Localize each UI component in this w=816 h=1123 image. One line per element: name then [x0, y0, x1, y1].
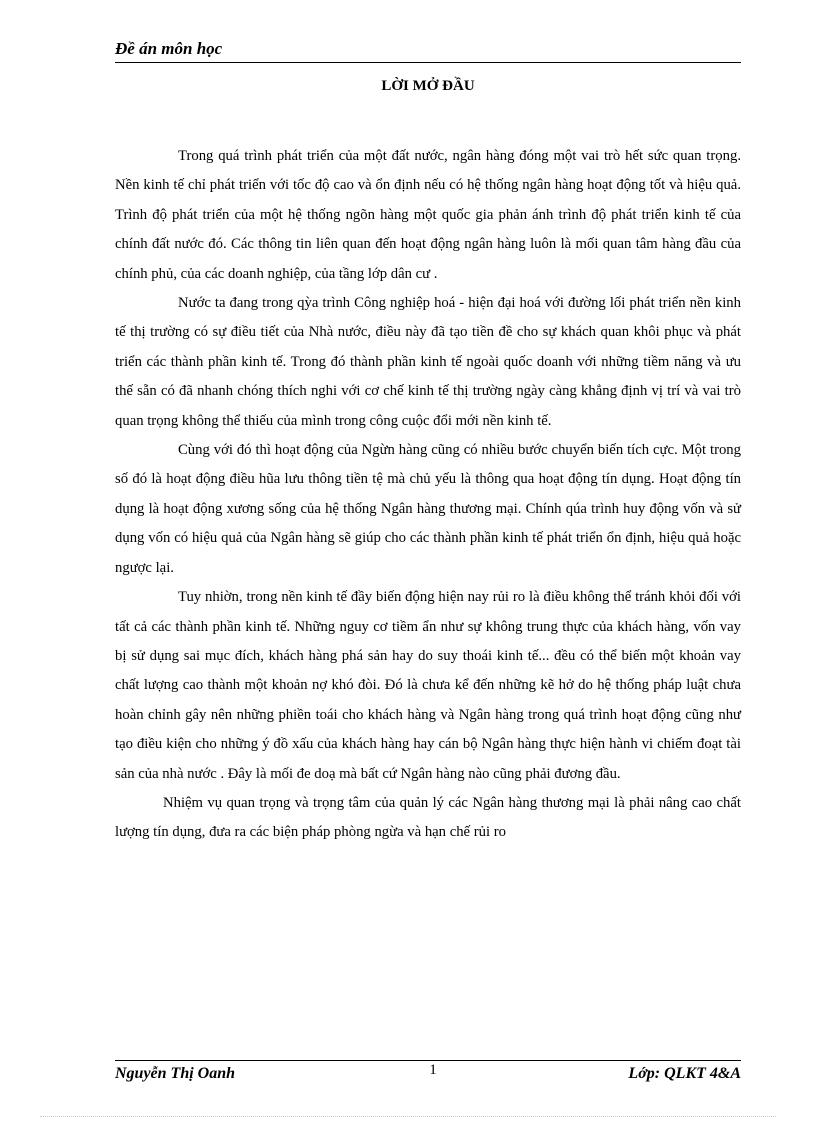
- page-edge-divider: [40, 1116, 776, 1117]
- paragraph-2: Nước ta đang trong qỳa trình Công nghiệp hoá - hiện đại hoá với đường lối phát triển nền kinh tế thị trường có sự điều tiết của Nhà nước, điều này đã tạo tiền đề cho sự khách quan khôi phục và phát triển các thành phần kinh tế. Trong đó thành phần kinh tế ngoài quốc doanh với những tiềm năng và ưu thế sẵn có đã nhanh chóng thích nghi với cơ chế kinh tế thị trường ngày càng khẳng định vị trí và vai trò quan trọng không thể thiếu của mình trong công cuộc đổi mới nền kinh tế.: [115, 295, 741, 429]
- page-header: [115, 38, 741, 63]
- section-heading: LỜI MỞ ĐẦU: [381, 78, 475, 94]
- footer-author: Nguyễn Thị Oanh: [115, 1065, 236, 1082]
- page-number: 1: [429, 1062, 437, 1078]
- paragraph-5: Nhiệm vụ quan trọng và trọng tâm của quản lý các Ngân hàng thương mại là phải nâng cao chất lượng tín dụng, đưa ra các biện pháp phòng ngừa và hạn chế rủi ro: [115, 794, 741, 841]
- body-text: [115, 142, 741, 848]
- paragraph-3: Cùng với đó thì hoạt động của Ngừn hàng cũng có nhiều bước chuyển biến tích cực. Một trong số đó là hoạt động điều hũa lưu thông tiền tệ mà chủ yếu là thông qua hoạt động tín dụng. Hoạt động tín dụng là hoạt động xương sống của hệ thống Ngân hàng thương mại. Chính qúa trình huy động vốn và sử dụng vốn có hiệu quả của Ngân hàng sẽ giúp cho các thành phần kinh tế phát triển ổn định, hiệu quả hoặc ngược lại.: [115, 442, 741, 576]
- paragraph-4: Tuy nhiờn, trong nền kinh tế đầy biến động hiện nay rủi ro là điều không thể tránh khỏi đối với tất cả các thành phần kinh tế. Những nguy cơ tiềm ẩn như sự không trung thực của khách hàng, vốn vay bị sử dụng sai mục đích, khách hàng phá sản hay do suy thoái kinh tế... đều có thể biến một khoản vay chất lượng cao thành một khoản nợ khó đòi. Đó là chưa kể đến những kẽ hở do hệ thống pháp luật chưa hoàn chỉnh gây nên những phiền toái cho khách hàng và Ngân hàng trong quá trình hoạt động cũng như tạo điều kiện cho những ý đồ xấu của khách hàng hay cán bộ Ngân hàng thực hiện hành vi chiếm đoạt tài sản của nhà nước . Đây là mối đe doạ mà bất cứ Ngân hàng nào cũng phải đương đầu.: [115, 589, 741, 782]
- header-title: Đề án môn học: [115, 39, 223, 58]
- footer-divider: [115, 1060, 741, 1061]
- footer-class: Lớp: QLKT 4&A: [628, 1065, 741, 1082]
- paragraph-1: Trong quá trình phát triển của một đất nước, ngân hàng đóng một vai trò hết sức quan trọng. Nền kinh tế chỉ phát triển với tốc độ cao và ổn định nếu có hệ thống ngân hàng hoạt động tốt và hiệu quả. Trình độ phát triển của một hệ thống ngõn hàng một quốc gia phản ánh trình độ phát triển kinh tế của chính đất nước đó. Các thông tin liên quan đến hoạt động ngân hàng luôn là mối quan tâm hàng đầu của chính phủ, của các doanh nghiệp, của tầng lớp dân cư .: [115, 148, 741, 282]
